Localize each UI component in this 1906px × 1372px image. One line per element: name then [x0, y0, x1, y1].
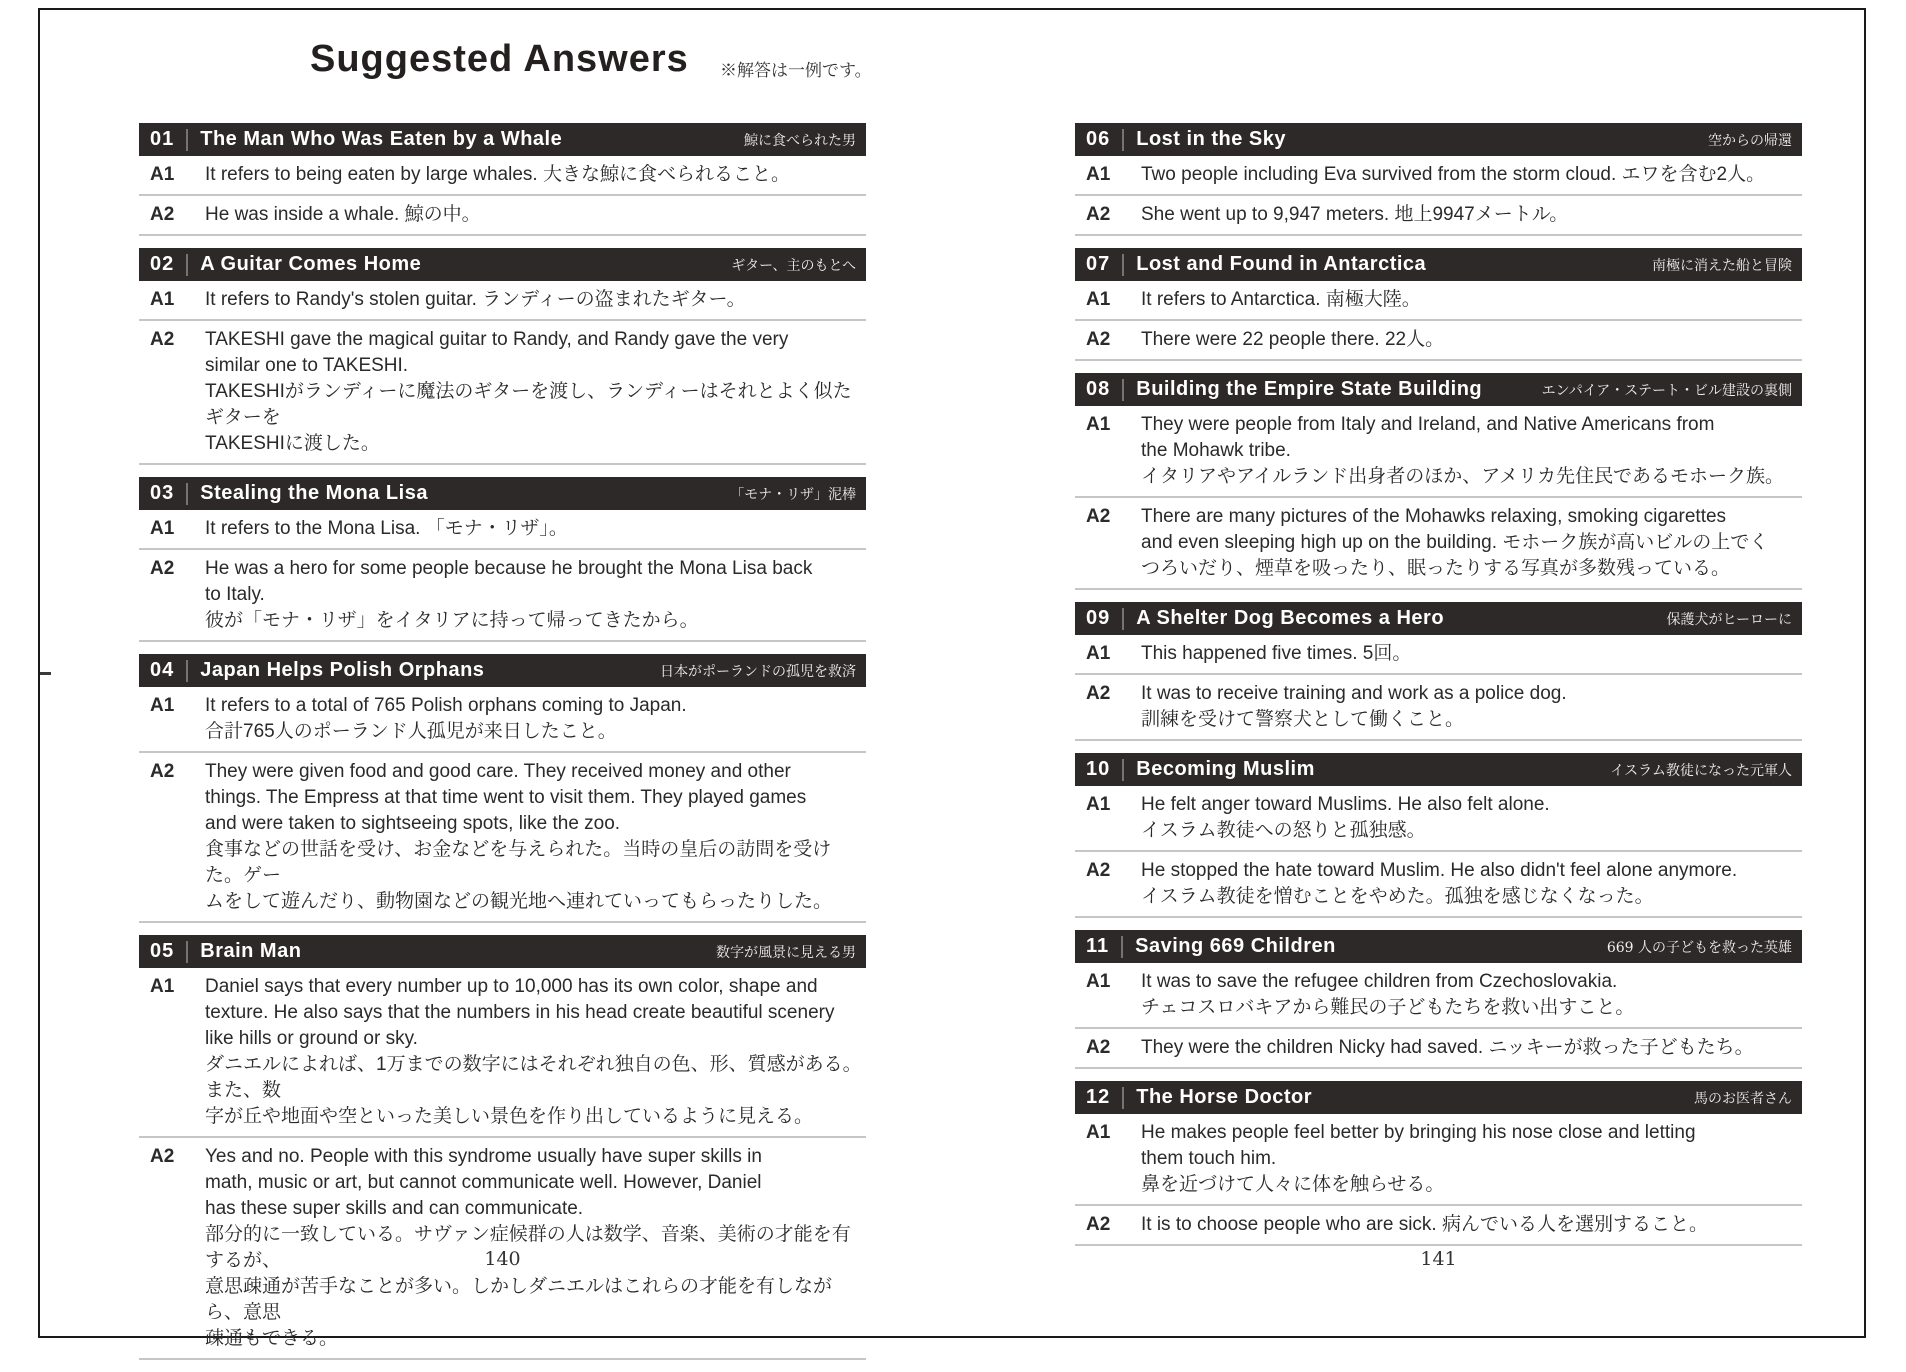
- section-tag-japanese: 空からの帰還: [1708, 132, 1792, 149]
- answer-block: [139, 687, 866, 753]
- answer-section: [139, 248, 866, 465]
- answer-label: A1: [1086, 971, 1111, 992]
- section-title: The Horse Doctor: [1136, 1086, 1313, 1108]
- answer-line: math, music or art, but cannot communicate well. However, Daniel: [205, 1172, 762, 1193]
- answer-text: [1141, 858, 1802, 910]
- answer-label: A2: [150, 329, 175, 350]
- page-title: Suggested Answers: [310, 38, 689, 80]
- answer-label: A1: [150, 164, 175, 185]
- left-column: [139, 123, 866, 1372]
- section-header-bar: [139, 935, 866, 968]
- answer-line: Daniel says that every number up to 10,000 has its own color, shape and: [205, 976, 818, 997]
- answer-block: [1075, 1114, 1802, 1206]
- header-divider: [1121, 936, 1123, 958]
- answer-block: [139, 550, 866, 642]
- section-tag-japanese: 日本がポーランドの孤児を救済: [660, 663, 856, 680]
- answer-line: They were the children Nicky had saved. ニッキーが救った子どもたち。: [1141, 1037, 1754, 1058]
- answer-text: [1141, 162, 1802, 188]
- answer-line: It refers to being eaten by large whales. 大きな鯨に食べられること。: [205, 164, 790, 185]
- answer-line: ムをして遊んだり、動物園などの観光地へ連れていってもらったりした。: [205, 891, 833, 912]
- answer-line: Two people including Eva survived from the storm cloud. エワを含む2人。: [1141, 164, 1766, 185]
- answer-section: [139, 477, 866, 642]
- section-title: A Shelter Dog Becomes a Hero: [1136, 607, 1445, 629]
- answer-block: [1075, 321, 1802, 361]
- answer-line: Yes and no. People with this syndrome usually have super skills in: [205, 1146, 762, 1167]
- header-divider: [1122, 379, 1124, 401]
- answer-text: [1141, 287, 1802, 313]
- section-title: Saving 669 Children: [1135, 935, 1336, 957]
- answer-section: [139, 935, 866, 1360]
- answer-label: A2: [150, 204, 175, 225]
- answer-line: the Mohawk tribe.: [1141, 440, 1291, 461]
- answer-text: [1141, 202, 1802, 228]
- answer-label: A2: [1086, 860, 1111, 881]
- section-tag-japanese: 保護犬がヒーローに: [1666, 611, 1792, 628]
- section-tag-japanese: 馬のお医者さん: [1694, 1090, 1792, 1107]
- answer-line: They were people from Italy and Ireland, and Native Americans from: [1141, 414, 1715, 435]
- answer-label: A1: [150, 695, 175, 716]
- section-tag-japanese: 数字が風景に見える男: [716, 944, 856, 961]
- answer-text: [1141, 792, 1802, 844]
- answer-block: [139, 968, 866, 1138]
- section-tag-japanese: ギター、主のもとへ: [731, 257, 856, 274]
- answer-block: [1075, 406, 1802, 498]
- answer-section: [1075, 1081, 1802, 1246]
- answer-section: [139, 123, 866, 236]
- answer-text: [1141, 969, 1802, 1021]
- section-title: Lost and Found in Antarctica: [1136, 253, 1427, 275]
- section-number: 12: [1086, 1086, 1111, 1108]
- answer-line: has these super skills and can communicate.: [205, 1198, 584, 1219]
- answer-label: A1: [1086, 643, 1111, 664]
- answer-text: [1141, 504, 1802, 582]
- answer-text: [1141, 412, 1802, 490]
- header-divider: [186, 129, 188, 151]
- section-title: Stealing the Mona Lisa: [200, 482, 428, 504]
- section-number: 08: [1086, 378, 1111, 400]
- answer-line: similar one to TAKESHI.: [205, 355, 409, 376]
- section-title: Japan Helps Polish Orphans: [200, 659, 485, 681]
- answer-line: They were given food and good care. They received money and other: [205, 761, 791, 782]
- section-number: 05: [150, 940, 175, 962]
- answer-text: [205, 759, 866, 915]
- section-title: Lost in the Sky: [1136, 128, 1286, 150]
- answer-block: [139, 321, 866, 465]
- section-header-bar: [1075, 930, 1802, 963]
- answer-label: A1: [150, 518, 175, 539]
- answer-line: It was to save the refugee children from Czechoslovakia.: [1141, 971, 1618, 992]
- section-header-bar: [1075, 1081, 1802, 1114]
- section-number: 03: [150, 482, 175, 504]
- answer-text: [205, 162, 866, 188]
- registration-mark: [40, 672, 51, 675]
- answer-line: to Italy.: [205, 584, 265, 605]
- answer-line: ダニエルによれば、1万までの数字にはそれぞれ独自の色、形、質感がある。また、数: [205, 1054, 862, 1101]
- answer-text: [205, 974, 866, 1130]
- answer-block: [1075, 1029, 1802, 1069]
- answer-text: [1141, 1212, 1802, 1238]
- section-number: 10: [1086, 758, 1111, 780]
- answer-section: [1075, 373, 1802, 590]
- answer-line: イスラム教徒への怒りと孤独感。: [1141, 820, 1426, 841]
- answer-line: チェコスロバキアから難民の子どもたちを救い出すこと。: [1141, 997, 1635, 1018]
- header-divider: [1122, 129, 1124, 151]
- section-title: Becoming Muslim: [1136, 758, 1315, 780]
- answer-section: [1075, 602, 1802, 741]
- answer-block: [1075, 635, 1802, 675]
- header-divider: [1122, 608, 1124, 630]
- page-number-right: 141: [1420, 1248, 1457, 1270]
- answer-line: 彼が「モナ・リザ」をイタリアに持って帰ってきたから。: [205, 610, 699, 631]
- answer-label: A1: [150, 976, 175, 997]
- section-title: A Guitar Comes Home: [200, 253, 422, 275]
- answer-block: [1075, 963, 1802, 1029]
- answer-label: A1: [1086, 1122, 1111, 1143]
- answer-block: [1075, 281, 1802, 321]
- section-number: 04: [150, 659, 175, 681]
- section-tag-japanese: 「モナ・リザ」泥棒: [730, 486, 856, 503]
- right-column: [1075, 123, 1802, 1258]
- answer-label: A2: [1086, 1037, 1111, 1058]
- answer-line: 疎通もできる。: [205, 1328, 339, 1349]
- answer-line: He was inside a whale. 鯨の中。: [205, 204, 481, 225]
- answer-block: [1075, 498, 1802, 590]
- answer-line: There are many pictures of the Mohawks relaxing, smoking cigarettes: [1141, 506, 1727, 527]
- answer-label: A2: [1086, 506, 1111, 527]
- answer-section: [1075, 248, 1802, 361]
- section-number: 01: [150, 128, 175, 150]
- section-title: Brain Man: [200, 940, 302, 962]
- answer-text: [205, 202, 866, 228]
- section-header-bar: [1075, 248, 1802, 281]
- section-header-bar: [139, 477, 866, 510]
- answer-line: This happened five times. 5回。: [1141, 643, 1412, 664]
- answer-block: [139, 196, 866, 236]
- header-divider: [186, 660, 188, 682]
- answer-label: A2: [1086, 329, 1111, 350]
- answer-line: 合計765人のポーランド人孤児が来日したこと。: [205, 721, 617, 742]
- answer-text: [205, 556, 866, 634]
- section-header-bar: [139, 654, 866, 687]
- answer-text: [1141, 327, 1802, 353]
- answer-line: He was a hero for some people because he brought the Mona Lisa back: [205, 558, 813, 579]
- answer-label: A2: [150, 1146, 175, 1167]
- section-header-bar: [1075, 373, 1802, 406]
- answer-line: It refers to Randy's stolen guitar. ランディーの盗まれたギター。: [205, 289, 746, 310]
- answer-section: [1075, 753, 1802, 918]
- answer-block: [1075, 156, 1802, 196]
- answer-line: TAKESHIに渡した。: [205, 433, 380, 454]
- header-divider: [1122, 1087, 1124, 1109]
- section-number: 09: [1086, 607, 1111, 629]
- answer-line: It was to receive training and work as a police dog.: [1141, 683, 1567, 704]
- answer-block: [1075, 1206, 1802, 1246]
- section-tag-japanese: 669 人の子どもを救った英雄: [1606, 939, 1792, 956]
- header-divider: [1122, 254, 1124, 276]
- answer-text: [1141, 1120, 1802, 1198]
- answer-line: It refers to a total of 765 Polish orphans coming to Japan.: [205, 695, 687, 716]
- answer-block: [139, 156, 866, 196]
- section-header-bar: [1075, 123, 1802, 156]
- answer-section: [1075, 930, 1802, 1069]
- answer-section: [139, 654, 866, 923]
- section-title: The Man Who Was Eaten by a Whale: [200, 128, 563, 150]
- answer-text: [1141, 641, 1802, 667]
- page-number-left: 140: [484, 1248, 521, 1270]
- section-number: 07: [1086, 253, 1111, 275]
- answer-line: TAKESHIがランディーに魔法のギターを渡し、ランディーはそれとよく似たギターを: [205, 381, 852, 428]
- answer-line: イタリアやアイルランド出身者のほか、アメリカ先住民であるモホーク族。: [1141, 466, 1784, 487]
- answer-label: A1: [1086, 794, 1111, 815]
- answer-line: things. The Empress at that time went to visit them. They played games: [205, 787, 807, 808]
- header-divider: [186, 254, 188, 276]
- section-number: 11: [1086, 935, 1110, 957]
- answer-line: 訓練を受けて警察犬として働くこと。: [1141, 709, 1465, 730]
- answer-line: texture. He also says that the numbers in his head create beautiful scenery: [205, 1002, 835, 1023]
- answer-line: It is to choose people who are sick. 病んでいる人を選別すること。: [1141, 1214, 1708, 1235]
- answer-block: [1075, 675, 1802, 741]
- answer-line: and even sleeping high up on the building. モホーク族が高いビルの上でく: [1141, 532, 1769, 553]
- answer-line: He felt anger toward Muslims. He also felt alone.: [1141, 794, 1550, 815]
- answer-line: 字が丘や地面や空といった美しい景色を作り出しているように見える。: [205, 1106, 814, 1127]
- answer-label: A2: [150, 558, 175, 579]
- answer-label: A2: [1086, 204, 1111, 225]
- answer-line: It refers to the Mona Lisa. 「モナ・リザ」。: [205, 518, 568, 539]
- answer-block: [139, 510, 866, 550]
- answer-line: He makes people feel better by bringing his nose close and letting: [1141, 1122, 1696, 1143]
- answer-line: It refers to Antarctica. 南極大陸。: [1141, 289, 1421, 310]
- answer-label: A2: [1086, 683, 1111, 704]
- answer-block: [139, 281, 866, 321]
- header-divider: [186, 941, 188, 963]
- answer-text: [1141, 681, 1802, 733]
- title-note: ※解答は一例です。: [720, 61, 872, 81]
- answer-line: like hills or ground or sky.: [205, 1028, 418, 1049]
- answer-block: [139, 753, 866, 923]
- section-tag-japanese: イスラム教徒になった元軍人: [1610, 762, 1792, 779]
- answer-line: He stopped the hate toward Muslim. He also didn't feel alone anymore.: [1141, 860, 1738, 881]
- header-divider: [1122, 759, 1124, 781]
- answer-label: A1: [1086, 289, 1111, 310]
- answer-line: 鼻を近づけて人々に体を触らせる。: [1141, 1174, 1445, 1195]
- answer-line: 意思疎通が苦手なことが多い。しかしダニエルはこれらの才能を有しながら、意思: [205, 1276, 833, 1323]
- answer-line: There were 22 people there. 22人。: [1141, 329, 1445, 350]
- answer-section: [1075, 123, 1802, 236]
- answer-block: [1075, 196, 1802, 236]
- answer-block: [1075, 786, 1802, 852]
- answer-text: [1141, 1035, 1802, 1061]
- section-number: 02: [150, 253, 175, 275]
- answer-line: つろいだり、煙草を吸ったり、眠ったりする写真が多数残っている。: [1141, 558, 1731, 579]
- answer-text: [205, 287, 866, 313]
- section-header-bar: [1075, 602, 1802, 635]
- section-tag-japanese: 鯨に食べられた男: [744, 132, 856, 149]
- answer-line: イスラム教徒を憎むことをやめた。孤独を感じなくなった。: [1141, 886, 1654, 907]
- answer-line: them touch him.: [1141, 1148, 1277, 1169]
- answer-text: [205, 327, 866, 457]
- section-header-bar: [139, 123, 866, 156]
- answer-text: [205, 693, 866, 745]
- answer-line: 食事などの世話を受け、お金などを与えられた。当時の皇后の訪問を受けた。ゲー: [205, 839, 832, 886]
- header-divider: [186, 483, 188, 505]
- answer-label: A2: [150, 761, 175, 782]
- answer-line: She went up to 9,947 meters. 地上9947メートル。: [1141, 204, 1569, 225]
- answer-text: [205, 516, 866, 542]
- section-tag-japanese: 南極に消えた船と冒険: [1652, 257, 1792, 274]
- answer-label: A1: [1086, 164, 1111, 185]
- section-header-bar: [139, 248, 866, 281]
- answer-line: TAKESHI gave the magical guitar to Randy, and Randy gave the very: [205, 329, 789, 350]
- answer-line: and were taken to sightseeing spots, like the zoo.: [205, 813, 621, 834]
- answer-label: A1: [1086, 414, 1111, 435]
- section-title: Building the Empire State Building: [1136, 378, 1483, 400]
- answer-label: A2: [1086, 1214, 1111, 1235]
- section-tag-japanese: エンパイア・ステート・ビル建設の裏側: [1541, 382, 1792, 399]
- answer-block: [1075, 852, 1802, 918]
- section-number: 06: [1086, 128, 1111, 150]
- section-header-bar: [1075, 753, 1802, 786]
- answer-line: 部分的に一致している。サヴァン症候群の人は数学、音楽、美術の才能を有するが、: [205, 1224, 851, 1271]
- answer-label: A1: [150, 289, 175, 310]
